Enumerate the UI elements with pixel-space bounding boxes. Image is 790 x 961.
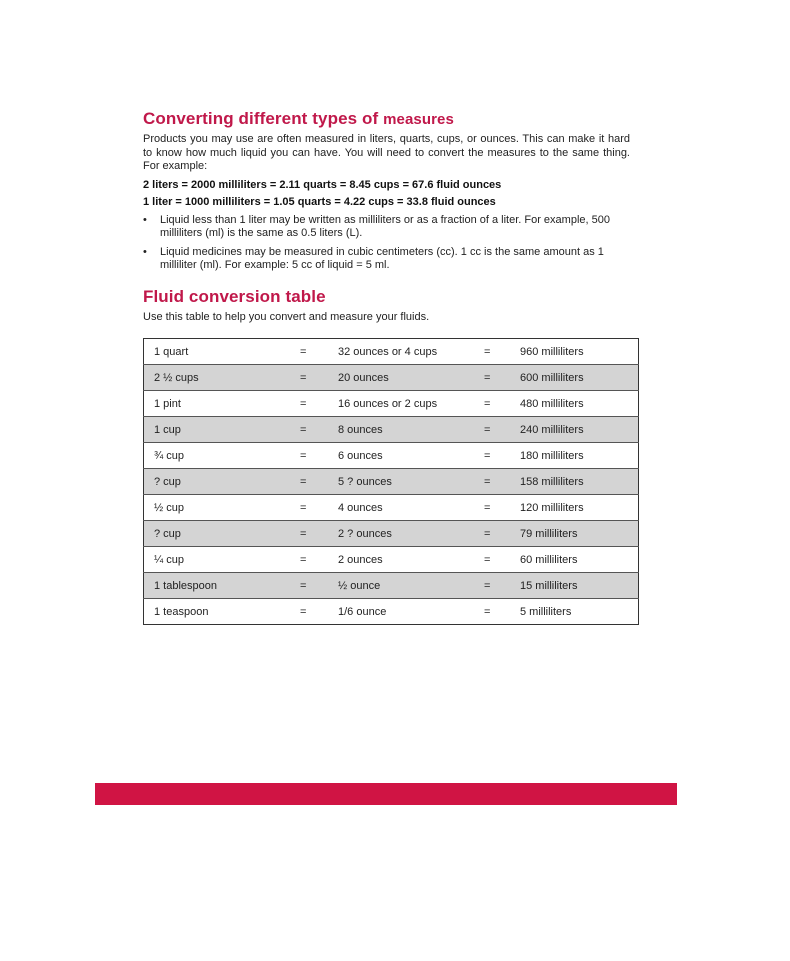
table-row xyxy=(144,573,639,599)
cell-equals: = xyxy=(484,443,520,469)
cell-amount: 1 cup xyxy=(144,417,301,443)
cell-equals: = xyxy=(300,365,338,391)
cell-equivalent: 32 ounces or 4 cups xyxy=(338,339,484,365)
cell-amount: ¼ cup xyxy=(144,547,301,573)
table-row xyxy=(144,469,639,495)
bullet-text: Liquid medicines may be measured in cubic centimeters (cc). 1 cc is the same amount as 1 milliliter (ml). For example: 5 cc of liquid = 5 ml. xyxy=(160,245,604,271)
bullet-text: Liquid less than 1 liter may be written as milliliters or as a fraction of a liter. For example, 500 milliliters (ml) is the same as 0.5 liters (L). xyxy=(160,213,610,239)
bullet-icon: • xyxy=(143,213,147,226)
cell-amount: 1 pint xyxy=(144,391,301,417)
cell-amount: ½ cup xyxy=(144,495,301,521)
table-row xyxy=(144,339,639,365)
cell-equivalent: 1/6 ounce xyxy=(338,605,387,618)
cell-amount: 1 teaspoon xyxy=(154,605,209,618)
cell-equals: = xyxy=(300,573,338,599)
bullet-item xyxy=(143,246,620,273)
bullet-list xyxy=(143,214,630,273)
cell-equals: = xyxy=(484,521,520,547)
document-page xyxy=(143,108,630,324)
cell-milliliters: 15 milliliters xyxy=(520,573,639,599)
cell-equals: = xyxy=(484,391,520,417)
bullet-item xyxy=(143,214,620,241)
title-main-text: Converting different types of xyxy=(143,109,384,128)
cell-milliliters: 600 milliliters xyxy=(520,365,639,391)
cell-equals: = xyxy=(484,469,520,495)
cell-equals: = xyxy=(300,547,338,573)
cell-milliliters: 158 milliliters xyxy=(520,469,639,495)
footer-accent-bar xyxy=(95,783,677,805)
section-title-fluid-table: Fluid conversion table xyxy=(143,286,326,306)
cell-equals: = xyxy=(300,605,307,618)
cell-equivalent: ½ ounce xyxy=(338,573,484,599)
cell-equals: = xyxy=(300,469,338,495)
cell-amount: ? cup xyxy=(144,469,301,495)
cell-equals: = xyxy=(484,365,520,391)
cell-equals: = xyxy=(300,495,338,521)
cell-equivalent: 2 ? ounces xyxy=(338,521,484,547)
example-line-1-liter: 1 liter = 1000 milliliters = 1.05 quarts = 4.22 cups = 33.8 fluid ounces xyxy=(143,195,496,208)
cell-equals: = xyxy=(300,521,338,547)
cell-equals: = xyxy=(300,417,338,443)
cell-equivalent: 20 ounces xyxy=(338,365,484,391)
cell-equals: = xyxy=(484,573,520,599)
cell-equals: = xyxy=(484,495,520,521)
section-title-converting xyxy=(143,108,630,131)
intro-paragraph: Products you may use are often measured in liters, quarts, cups, or ounces. This can make it hard to know how much liquid you can have. You will need to convert the measures to the same thing. For example: xyxy=(143,133,630,172)
cell-equals: = xyxy=(300,391,338,417)
cell-milliliters: 240 milliliters xyxy=(520,417,639,443)
cell-equivalent: 2 ounces xyxy=(338,547,484,573)
table-row xyxy=(144,599,639,625)
cell-amount: 1 quart xyxy=(144,339,301,365)
cell-equivalent: 8 ounces xyxy=(338,417,484,443)
cell-milliliters: 480 milliliters xyxy=(520,391,639,417)
cell-equivalent: 5 ? ounces xyxy=(338,469,484,495)
table-row xyxy=(144,391,639,417)
cell-amount: 2 ½ cups xyxy=(144,365,301,391)
title-tail-text: measures xyxy=(383,111,454,128)
cell-equivalent: 6 ounces xyxy=(338,443,484,469)
bullet-icon: • xyxy=(143,245,147,258)
cell-milliliters: 120 milliliters xyxy=(520,495,639,521)
cell-milliliters: 960 milliliters xyxy=(520,339,639,365)
table-row xyxy=(144,495,639,521)
cell-amount: ? cup xyxy=(144,521,301,547)
cell-equals: = xyxy=(484,417,520,443)
table-row xyxy=(144,365,639,391)
table-row xyxy=(144,521,639,547)
cell-milliliters: 60 milliliters xyxy=(520,547,639,573)
cell-equals: = xyxy=(300,443,338,469)
example-line-2-liters: 2 liters = 2000 milliliters = 2.11 quarts = 8.45 cups = 67.6 fluid ounces xyxy=(143,178,502,191)
table-row xyxy=(144,443,639,469)
cell-milliliters: 5 milliliters xyxy=(520,605,572,618)
cell-amount: ¾ cup xyxy=(144,443,301,469)
cell-equivalent: 16 ounces or 2 cups xyxy=(338,391,484,417)
cell-amount: 1 tablespoon xyxy=(144,573,301,599)
fluid-conversion-table xyxy=(143,338,639,625)
table-row xyxy=(144,417,639,443)
cell-equals: = xyxy=(484,605,491,618)
cell-equivalent: 4 ounces xyxy=(338,495,484,521)
cell-milliliters: 79 milliliters xyxy=(520,521,639,547)
table-row xyxy=(144,547,639,573)
cell-equals: = xyxy=(484,339,520,365)
cell-equals: = xyxy=(484,547,520,573)
cell-milliliters: 180 milliliters xyxy=(520,443,639,469)
table-intro: Use this table to help you convert and measure your fluids. xyxy=(143,310,430,323)
cell-equals: = xyxy=(300,339,338,365)
